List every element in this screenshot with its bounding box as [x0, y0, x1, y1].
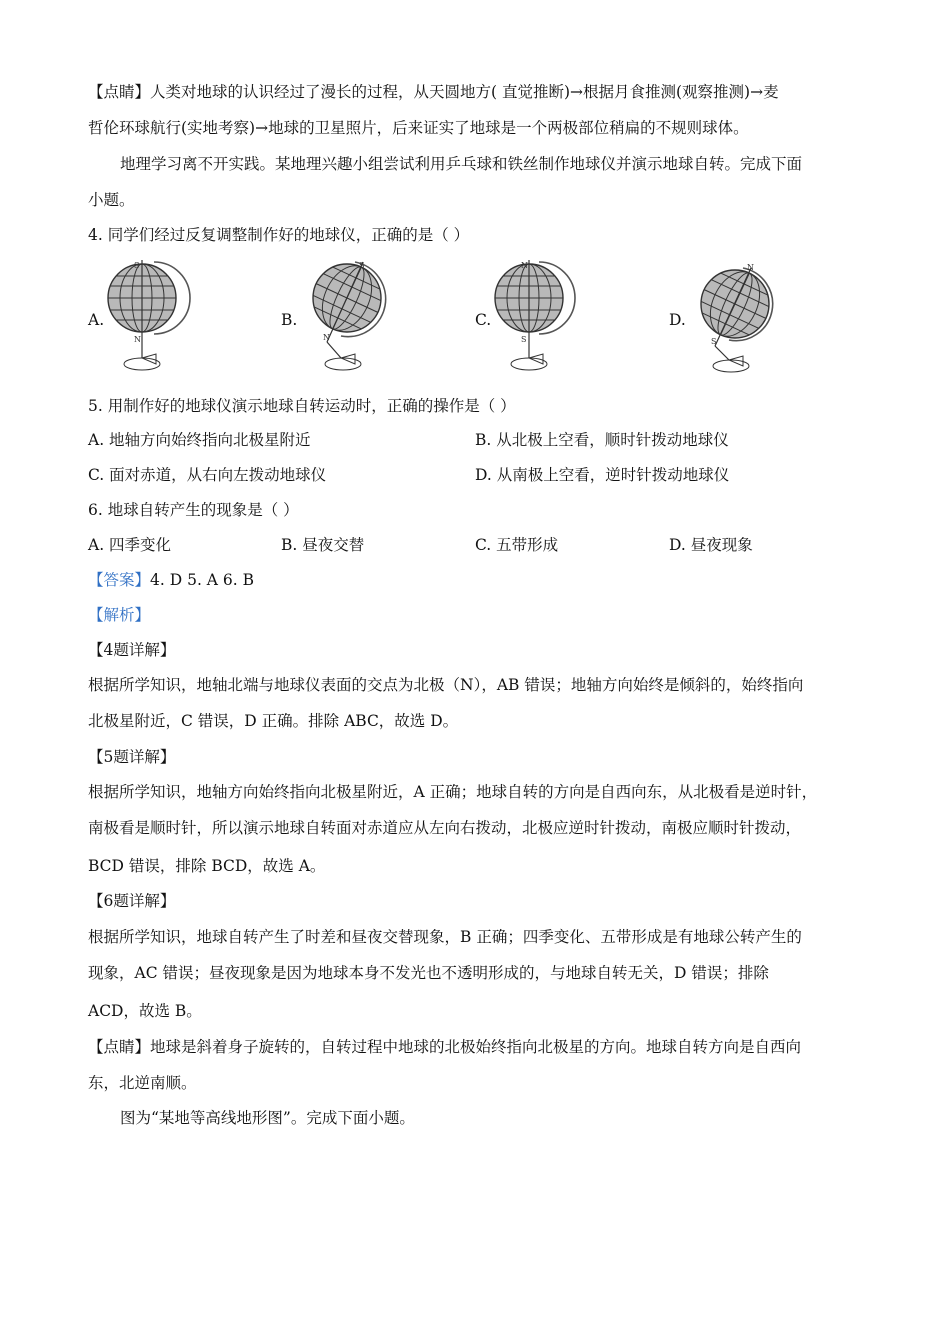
- d4-title: 【4题详解】: [88, 641, 176, 659]
- globe-c-icon: [491, 258, 591, 374]
- answer-line: [88, 570, 254, 590]
- q4-option-b: [281, 258, 481, 378]
- pole-top: S: [134, 261, 140, 270]
- pole-bottom: N: [134, 335, 141, 344]
- q4-option-a: [88, 258, 288, 378]
- answer-text: 4. D 5. A 6. B: [150, 571, 255, 589]
- q5-option-a: A. 地轴方向始终指向北极星附近: [88, 431, 311, 449]
- d5-line-3: BCD 错误，排除 BCD，故选 A。: [88, 857, 326, 875]
- dianjing-line-2: 哲伦环球航行(实地考察)→地球的卫星照片，后来证实了地球是一个两极部位稍扁的不规则球体。: [88, 119, 749, 137]
- intro2-line-1: 图为“某地等高线地形图”。完成下面小题。: [120, 1109, 415, 1127]
- dianjing2-line-2: 东，北逆南顺。: [88, 1074, 197, 1092]
- d5-line-1: 根据所学知识，地轴方向始终指向北极星附近，A 正确；地球自转的方向是自西向东，从北极看是逆时针，: [88, 783, 818, 801]
- pole-bottom: N: [323, 333, 330, 342]
- dianjing-line-1: 【点睛】人类对地球的认识经过了漫长的过程，从天圆地方( 直觉推断)→根据月食推测(观察推测)→麦: [88, 83, 779, 101]
- d6-line-2: 现象，AC 错误；昼夜现象是因为地球本身不发光也不透明形成的，与地球自转无关，D 错误；排除: [88, 964, 769, 982]
- q6-option-c: C. 五带形成: [475, 536, 559, 554]
- q5-stem: 5. 用制作好的地球仪演示地球自转运动时，正确的操作是（ ）: [88, 397, 516, 415]
- q4-option-d: [669, 258, 869, 378]
- pole-bottom: S: [711, 337, 717, 346]
- dianjing2-line-1: 【点睛】地球是斜着身子旋转的，自转过程中地球的北极始终指向北极星的方向。地球自转方向是自西向: [88, 1038, 802, 1056]
- q6-option-b: B. 昼夜交替: [281, 536, 365, 554]
- option-label: B.: [281, 311, 298, 329]
- pole-top: S: [359, 261, 365, 270]
- q4-stem: 4. 同学们经过反复调整制作好的地球仪，正确的是（ ）: [88, 226, 470, 244]
- globe-b-icon: [297, 258, 397, 374]
- q4-option-c: [475, 258, 675, 378]
- q5-option-c: C. 面对赤道，从右向左拨动地球仪: [88, 466, 327, 484]
- option-label: D.: [669, 311, 686, 329]
- option-label: A.: [88, 311, 105, 329]
- pole-top: N: [747, 263, 754, 272]
- d6-line-1: 根据所学知识，地球自转产生了时差和昼夜交替现象，B 正确；四季变化、五带形成是有地球公转产生的: [88, 928, 802, 946]
- globe-a-icon: [104, 258, 204, 374]
- analysis-tag: 【解析】: [88, 606, 151, 624]
- q6-option-d: D. 昼夜现象: [669, 536, 753, 554]
- intro-line-1: 地理学习离不开实践。某地理兴趣小组尝试利用乒乓球和铁丝制作地球仪并演示地球自转。完成下面: [120, 155, 803, 173]
- option-label: C.: [475, 311, 492, 329]
- pole-bottom: S: [521, 335, 527, 344]
- d5-title: 【5题详解】: [88, 748, 176, 766]
- d6-line-3: ACD，故选 B。: [88, 1002, 202, 1020]
- q6-option-a: A. 四季变化: [88, 536, 172, 554]
- d5-line-2: 南极看是顺时针，所以演示地球自转面对赤道应从左向右拨动，北极应逆时针拨动，南极应顺时针拨动，: [88, 819, 802, 837]
- answer-tag: 【答案】: [88, 571, 151, 589]
- globe-d-icon: [685, 258, 785, 374]
- q5-option-b: B. 从北极上空看，顺时针拨动地球仪: [475, 431, 729, 449]
- intro-line-2: 小题。: [88, 191, 135, 209]
- q6-stem: 6. 地球自转产生的现象是（ ）: [88, 501, 299, 519]
- d6-title: 【6题详解】: [88, 892, 176, 910]
- pole-top: N: [521, 261, 528, 270]
- d4-line-1: 根据所学知识，地轴北端与地球仪表面的交点为北极（N），AB 错误；地轴方向始终是倾斜的，始终指向: [88, 676, 804, 694]
- q5-option-d: D. 从南极上空看，逆时针拨动地球仪: [475, 466, 730, 484]
- d4-line-2: 北极星附近，C 错误，D 正确。排除 ABC，故选 D。: [88, 712, 459, 730]
